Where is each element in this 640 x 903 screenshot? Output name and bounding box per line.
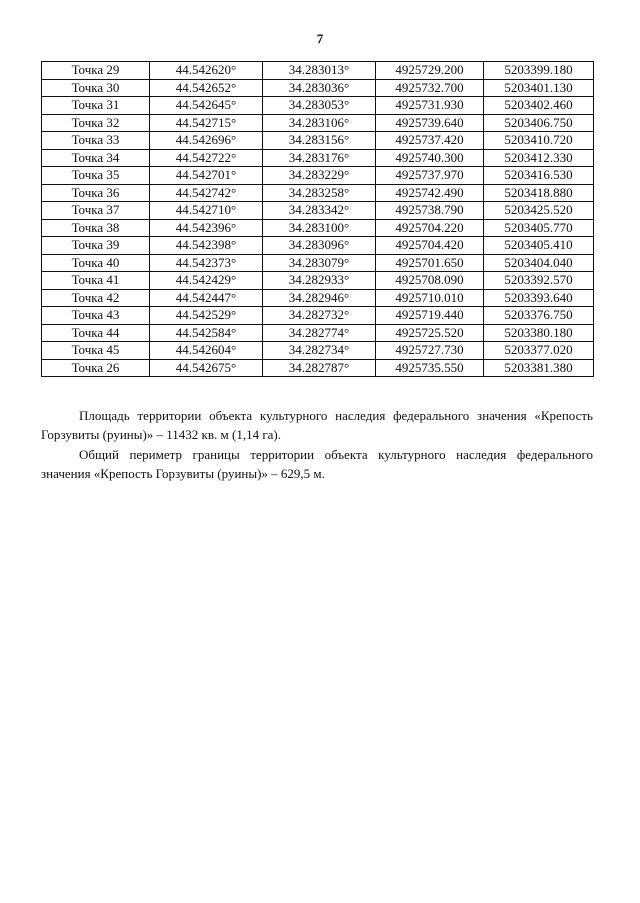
y-coordinate-cell: 5203381.380 [484, 359, 594, 377]
longitude-cell: 34.283079° [263, 254, 376, 272]
y-coordinate-cell: 5203376.750 [484, 307, 594, 325]
longitude-cell: 34.282787° [263, 359, 376, 377]
latitude-cell: 44.542645° [150, 97, 263, 115]
point-name-cell: Точка 43 [42, 307, 150, 325]
latitude-cell: 44.542398° [150, 237, 263, 255]
y-coordinate-cell: 5203392.570 [484, 272, 594, 290]
longitude-cell: 34.283258° [263, 184, 376, 202]
x-coordinate-cell: 4925739.640 [376, 114, 484, 132]
latitude-cell: 44.542396° [150, 219, 263, 237]
longitude-cell: 34.283156° [263, 132, 376, 150]
y-coordinate-cell: 5203412.330 [484, 149, 594, 167]
table-row [42, 149, 594, 167]
latitude-cell: 44.542722° [150, 149, 263, 167]
table-row [42, 184, 594, 202]
area-text: Площадь территории объекта культурного наследия федерального значения «Крепость Горзувиты (руины)» – 11432 кв. м (1,14 га). [41, 408, 593, 442]
x-coordinate-cell: 4925742.490 [376, 184, 484, 202]
y-coordinate-cell: 5203405.770 [484, 219, 594, 237]
latitude-cell: 44.542696° [150, 132, 263, 150]
point-name-cell: Точка 29 [42, 62, 150, 80]
point-name-cell: Точка 32 [42, 114, 150, 132]
x-coordinate-cell: 4925735.550 [376, 359, 484, 377]
longitude-cell: 34.282734° [263, 342, 376, 360]
point-name-cell: Точка 36 [42, 184, 150, 202]
longitude-cell: 34.283342° [263, 202, 376, 220]
latitude-cell: 44.542710° [150, 202, 263, 220]
x-coordinate-cell: 4925725.520 [376, 324, 484, 342]
point-name-cell: Точка 31 [42, 97, 150, 115]
table-row [42, 289, 594, 307]
perimeter-text: Общий периметр границы территории объекта культурного наследия федерального значения «Крепость Горзувиты (руины)» – 629,5 м. [41, 447, 593, 481]
latitude-cell: 44.542604° [150, 342, 263, 360]
x-coordinate-cell: 4925727.730 [376, 342, 484, 360]
y-coordinate-cell: 5203418.880 [484, 184, 594, 202]
x-coordinate-cell: 4925701.650 [376, 254, 484, 272]
table-row [42, 254, 594, 272]
y-coordinate-cell: 5203404.040 [484, 254, 594, 272]
y-coordinate-cell: 5203405.410 [484, 237, 594, 255]
x-coordinate-cell: 4925731.930 [376, 97, 484, 115]
x-coordinate-cell: 4925704.220 [376, 219, 484, 237]
table-row [42, 202, 594, 220]
latitude-cell: 44.542429° [150, 272, 263, 290]
y-coordinate-cell: 5203393.640 [484, 289, 594, 307]
x-coordinate-cell: 4925729.200 [376, 62, 484, 80]
longitude-cell: 34.283100° [263, 219, 376, 237]
table-row [42, 79, 594, 97]
point-name-cell: Точка 41 [42, 272, 150, 290]
point-name-cell: Точка 26 [42, 359, 150, 377]
point-name-cell: Точка 38 [42, 219, 150, 237]
point-name-cell: Точка 34 [42, 149, 150, 167]
point-name-cell: Точка 33 [42, 132, 150, 150]
longitude-cell: 34.283036° [263, 79, 376, 97]
x-coordinate-cell: 4925710.010 [376, 289, 484, 307]
x-coordinate-cell: 4925704.420 [376, 237, 484, 255]
y-coordinate-cell: 5203406.750 [484, 114, 594, 132]
latitude-cell: 44.542620° [150, 62, 263, 80]
point-name-cell: Точка 42 [42, 289, 150, 307]
point-name-cell: Точка 35 [42, 167, 150, 185]
latitude-cell: 44.542584° [150, 324, 263, 342]
table-row [42, 132, 594, 150]
y-coordinate-cell: 5203377.020 [484, 342, 594, 360]
latitude-cell: 44.542742° [150, 184, 263, 202]
latitude-cell: 44.542652° [150, 79, 263, 97]
longitude-cell: 34.283176° [263, 149, 376, 167]
table-row [42, 324, 594, 342]
x-coordinate-cell: 4925738.790 [376, 202, 484, 220]
coordinates-table-body [42, 62, 594, 377]
point-name-cell: Точка 37 [42, 202, 150, 220]
latitude-cell: 44.542447° [150, 289, 263, 307]
y-coordinate-cell: 5203399.180 [484, 62, 594, 80]
y-coordinate-cell: 5203380.180 [484, 324, 594, 342]
x-coordinate-cell: 4925719.440 [376, 307, 484, 325]
longitude-cell: 34.283053° [263, 97, 376, 115]
table-row [42, 272, 594, 290]
table-row [42, 219, 594, 237]
latitude-cell: 44.542715° [150, 114, 263, 132]
point-name-cell: Точка 39 [42, 237, 150, 255]
table-row [42, 307, 594, 325]
page-number: 7 [316, 31, 324, 46]
point-name-cell: Точка 44 [42, 324, 150, 342]
y-coordinate-cell: 5203401.130 [484, 79, 594, 97]
y-coordinate-cell: 5203410.720 [484, 132, 594, 150]
table-row [42, 359, 594, 377]
perimeter-paragraph [41, 445, 593, 483]
x-coordinate-cell: 4925737.970 [376, 167, 484, 185]
table-row [42, 114, 594, 132]
longitude-cell: 34.282774° [263, 324, 376, 342]
table-row [42, 62, 594, 80]
longitude-cell: 34.283013° [263, 62, 376, 80]
table-row [42, 342, 594, 360]
latitude-cell: 44.542373° [150, 254, 263, 272]
point-name-cell: Точка 30 [42, 79, 150, 97]
table-row [42, 167, 594, 185]
coordinates-table [41, 61, 594, 377]
point-name-cell: Точка 40 [42, 254, 150, 272]
latitude-cell: 44.542529° [150, 307, 263, 325]
point-name-cell: Точка 45 [42, 342, 150, 360]
longitude-cell: 34.282732° [263, 307, 376, 325]
x-coordinate-cell: 4925740.300 [376, 149, 484, 167]
latitude-cell: 44.542675° [150, 359, 263, 377]
longitude-cell: 34.282946° [263, 289, 376, 307]
longitude-cell: 34.283106° [263, 114, 376, 132]
longitude-cell: 34.283229° [263, 167, 376, 185]
longitude-cell: 34.282933° [263, 272, 376, 290]
y-coordinate-cell: 5203402.460 [484, 97, 594, 115]
x-coordinate-cell: 4925732.700 [376, 79, 484, 97]
latitude-cell: 44.542701° [150, 167, 263, 185]
y-coordinate-cell: 5203425.520 [484, 202, 594, 220]
x-coordinate-cell: 4925708.090 [376, 272, 484, 290]
table-row [42, 237, 594, 255]
area-paragraph [41, 406, 593, 444]
longitude-cell: 34.283096° [263, 237, 376, 255]
y-coordinate-cell: 5203416.530 [484, 167, 594, 185]
table-row [42, 97, 594, 115]
x-coordinate-cell: 4925737.420 [376, 132, 484, 150]
